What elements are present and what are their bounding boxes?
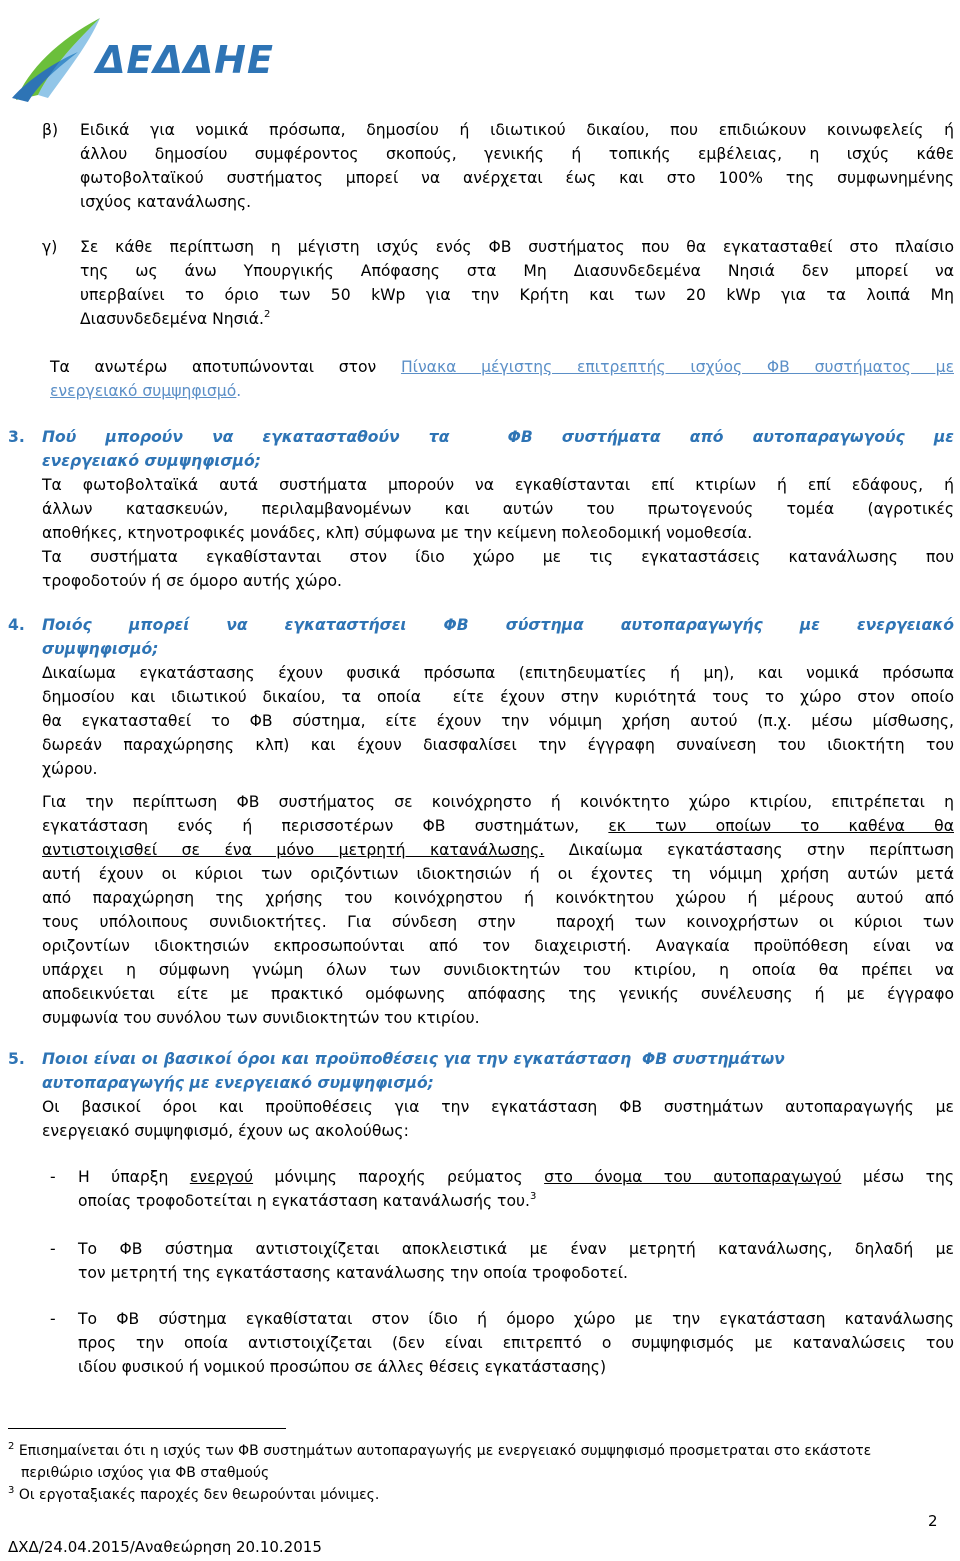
section-3-line: αποθήκες, κτηνοτροφικές μονάδες, κλπ) σύμφωνα με την κείμενη πολεοδομική νομοθεσία. [42, 524, 753, 542]
section-4 [42, 613, 954, 781]
section-5 [42, 1047, 954, 1143]
section-3-line: Τα φωτοβολταϊκά αυτά συστήματα μπορούν να εγκαθίστανται επί κτιρίων ή επί εδάφους, ή [42, 476, 954, 494]
bullet-1-text: μέσω της [841, 1168, 955, 1186]
section-4-building-line: οριζοντίων ιδιοκτησιών εκπροσωπούνται από τον διαχειριστή. Αναγκαία προϋπόθεση είναι να [42, 937, 954, 955]
section-4-building-line: από παραχώρηση της χρήσης του κοινόχρηστου ή κοινόκτητου χώρου ή μέρους αυτού από [42, 889, 954, 907]
section-4-building-line: τους υπόλοιπους συνιδιοκτήτες. Για σύνδεση στην παροχή των κοινοχρήστων οι κύριοι των [42, 913, 954, 931]
section-5-heading-cont: αυτοπαραγωγής με ενεργειακό συμψηφισμό; [42, 1074, 434, 1092]
footnote-separator [8, 1428, 286, 1429]
para-b-label: β) [42, 121, 59, 139]
footnote-text-cont: περιθώριο ισχύος για ΦΒ σταθμούς [21, 1465, 270, 1481]
para-g-label: γ) [42, 238, 58, 256]
bullet-1-underlined: στο όνομα του αυτοπαραγωγού [544, 1168, 842, 1186]
bullet-3-line: προς την οποία αντιστοιχίζεται (δεν είναι επιτρεπτό ο συμψηφισμός με καταναλώσεις του [78, 1334, 954, 1352]
footnote-text: Οι εργοταξιακές παροχές δεν θεωρούνται μόνιμες. [18, 1487, 380, 1503]
section-4-building-line: υπάρχει η σύμφωνη γνώμη όλων των συνιδιοκτητών του κτιρίου, η οποία θα πρέπει να [42, 961, 954, 979]
para-b-line: άλλου δημοσίου συμφέροντος σκοπούς, γενικής ή τοπικής εμβέλειας, η ισχύς κάθε [80, 145, 954, 163]
bullet-marker: - [50, 1168, 56, 1186]
footnote-2 [8, 1440, 958, 1484]
section-4-heading-cont: συμψηφισμό; [42, 640, 159, 658]
logo [8, 10, 274, 105]
bullet-marker: - [50, 1240, 56, 1258]
para-g-line: υπερβαίνει το όριο των 50 kWp για την Κρήτη και των 20 kWp για τα λοιπά Μη [80, 286, 954, 304]
section-4-line: δωρεάν παραχώρησης κλπ) και έχουν διασφαλίσει την έγγραφη συναίνεση του ιδιοκτήτη του [42, 736, 954, 754]
section-4-building-line: αυτή έχουν οι κύριοι των οριζόντιων ιδιοκτησιών ή οι έχοντες τη νόμιμη χρήση αυτών μετά [42, 865, 954, 883]
section-5-intro-line: Οι βασικοί όροι και προϋποθέσεις για την εγκατάσταση ΦΒ συστημάτων αυτοπαραγωγής με [42, 1098, 954, 1116]
para-b-line: Ειδικά για νομικά πρόσωπα, δημοσίου ή ιδιωτικού δικαίου, που επιδιώκουν κοινωφελείς ή [80, 121, 954, 139]
section-5-intro-line: ενεργειακό συμψηφισμό, έχουν ως ακολούθως: [42, 1122, 409, 1140]
footnote-ref[interactable]: 3 [529, 1191, 537, 1202]
section-4-heading: Ποιός μπορεί να εγκαταστήσει ΦΒ σύστημα αυτοπαραγωγής με ενεργειακό [42, 616, 954, 634]
para-b-line: ισχύος κατανάλωσης. [80, 193, 252, 211]
section-4-building-line: συμφωνία του συνόλου των συνιδιοκτητών του κτιρίου. [42, 1009, 480, 1027]
section-5-heading: Ποιοι είναι οι βασικοί όροι και προϋποθέσεις για την εγκατάσταση ΦΒ συστημάτων [42, 1050, 785, 1068]
footnote-number: 2 [8, 1441, 15, 1452]
section-3-line: τροφοδοτούν ή σε όμορο αυτής χώρο. [42, 572, 343, 590]
para-g [80, 235, 954, 331]
table-ref-prefix: Τα ανωτέρω αποτυπώνονται στον [50, 358, 401, 376]
page-number: 2 [928, 1512, 938, 1530]
logo-text: ΔΕΔΔΗΕ [96, 38, 274, 82]
para-b-line: φωτοβολταϊκού συστήματος μπορεί να ανέρχεται έως και στο 100% της συμφωνημένης [80, 169, 954, 187]
bullet-1-underlined: ενεργού [189, 1168, 254, 1186]
section-3-heading-cont: ενεργειακό συμψηφισμό; [42, 452, 261, 470]
bullet-2 [78, 1237, 954, 1285]
bullet-3-line: ιδίου φυσικού ή νομικού προσώπου σε άλλες θέσεις εγκατάστασης) [78, 1358, 607, 1376]
section-4-building-line: Δικαίωμα εγκατάστασης στην περίπτωση [544, 841, 954, 859]
meter-rule-text-cont: αντιστοιχισθεί σε ένα μόνο μετρητή κατανάλωσης. [42, 841, 545, 859]
section-4-number: 4. [8, 616, 25, 634]
bullet-3-line: Το ΦΒ σύστημα εγκαθίσταται στον ίδιο ή όμορο χώρο με την εγκατάσταση κατανάλωσης [78, 1310, 954, 1328]
section-4-building-line: Για την περίπτωση ΦΒ συστήματος σε κοινόχρηστο ή κοινόκτητο χώρο κτιρίου, επιτρέπεται η [42, 793, 954, 811]
bullet-2-line: τον μετρητή της εγκατάστασης κατανάλωσης την οποία τροφοδοτεί. [78, 1264, 628, 1282]
footer-doc-ref: ΔΧΔ/24.04.2015/Αναθεώρηση 20.10.2015 [8, 1538, 322, 1556]
para-g-line: της ως άνω Υπουργικής Απόφασης στα Μη Διασυνδεδεμένα Νησιά δεν μπορεί να [80, 262, 954, 280]
footnote-ref[interactable]: 2 [264, 309, 271, 320]
bullet-1 [78, 1165, 954, 1213]
footnote-3 [8, 1484, 948, 1506]
section-4-line: θα εγκατασταθεί το ΦΒ σύστημα, είτε έχουν την νόμιμη χρήση αυτού (π.χ. μέσω μίσθωσης, [42, 712, 954, 730]
section-4-building-line: εγκατάσταση ενός ή περισσοτέρων ΦΒ συστημάτων, [42, 817, 609, 835]
para-g-line: Διασυνδεδεμένα Νησιά. [80, 310, 265, 328]
section-4-line: χώρου. [42, 760, 98, 778]
bullet-1-text: μόνιμης παροχής ρεύματος [253, 1168, 545, 1186]
para-b [80, 118, 954, 214]
section-4-building-line: αποδεικνύεται είτε με πρακτικό ομόφωνης απόφασης της γενικής συνέλευσης ή με έγγραφο [42, 985, 954, 1003]
section-4-line: Δικαίωμα εγκατάστασης έχουν φυσικά πρόσωπα (επιτηδευματίες ή μη), και νομικά πρόσωπα [42, 664, 954, 682]
section-3-line: άλλων κατασκευών, περιλαμβανομένων και αυτών του πρωτογενούς τομέα (αγροτικές [42, 500, 954, 518]
meter-rule-text: εκ των οποίων το καθένα θα [608, 817, 954, 835]
section-4-line: δημοσίου και ιδιωτικού δικαίου, τα οποία είτε έχουν στην κυριότητά τους το χώρο στον οποίο [42, 688, 954, 706]
section-4-building [42, 790, 954, 1030]
bullet-1-text: Η ύπαρξη [78, 1168, 190, 1186]
section-5-number: 5. [8, 1050, 25, 1068]
section-3-number: 3. [8, 428, 25, 446]
table-reference [50, 355, 954, 403]
bullet-1-text: οποίας τροφοδοτείται η εγκατάσταση κατανάλωσής του. [78, 1192, 530, 1210]
bullet-2-line: Το ΦΒ σύστημα αντιστοιχίζεται αποκλειστικά με έναν μετρητή κατανάλωσης, δηλαδή με [78, 1240, 954, 1258]
section-3-heading: Πού μπορούν να εγκατασταθούν τα ΦΒ συστήματα από αυτοπαραγωγούς με [42, 428, 954, 446]
footnote-number: 3 [8, 1485, 15, 1496]
table-ref-suffix: . [236, 382, 242, 400]
bullet-marker: - [50, 1310, 56, 1328]
table-link[interactable]: Πίνακα μέγιστης επιτρεπτής ισχύος ΦΒ συστήματος με [400, 358, 954, 376]
para-g-line: Σε κάθε περίπτωση η μέγιστη ισχύς ενός ΦΒ συστήματος που θα εγκατασταθεί στο πλαίσιο [80, 238, 954, 256]
bullet-3 [78, 1307, 954, 1379]
footnote-text: Επισημαίνεται ότι η ισχύς των ΦΒ συστημάτων αυτοπαραγωγής με ενεργειακό συμψηφισμό προσμετραται στο εκάστοτε [18, 1443, 872, 1459]
section-3-line: Τα συστήματα εγκαθίστανται στον ίδιο χώρο με τις εγκαταστάσεις κατανάλωσης που [42, 548, 954, 566]
section-3 [42, 425, 954, 593]
table-link-cont[interactable]: ενεργειακό συμψηφισμό [50, 382, 237, 400]
